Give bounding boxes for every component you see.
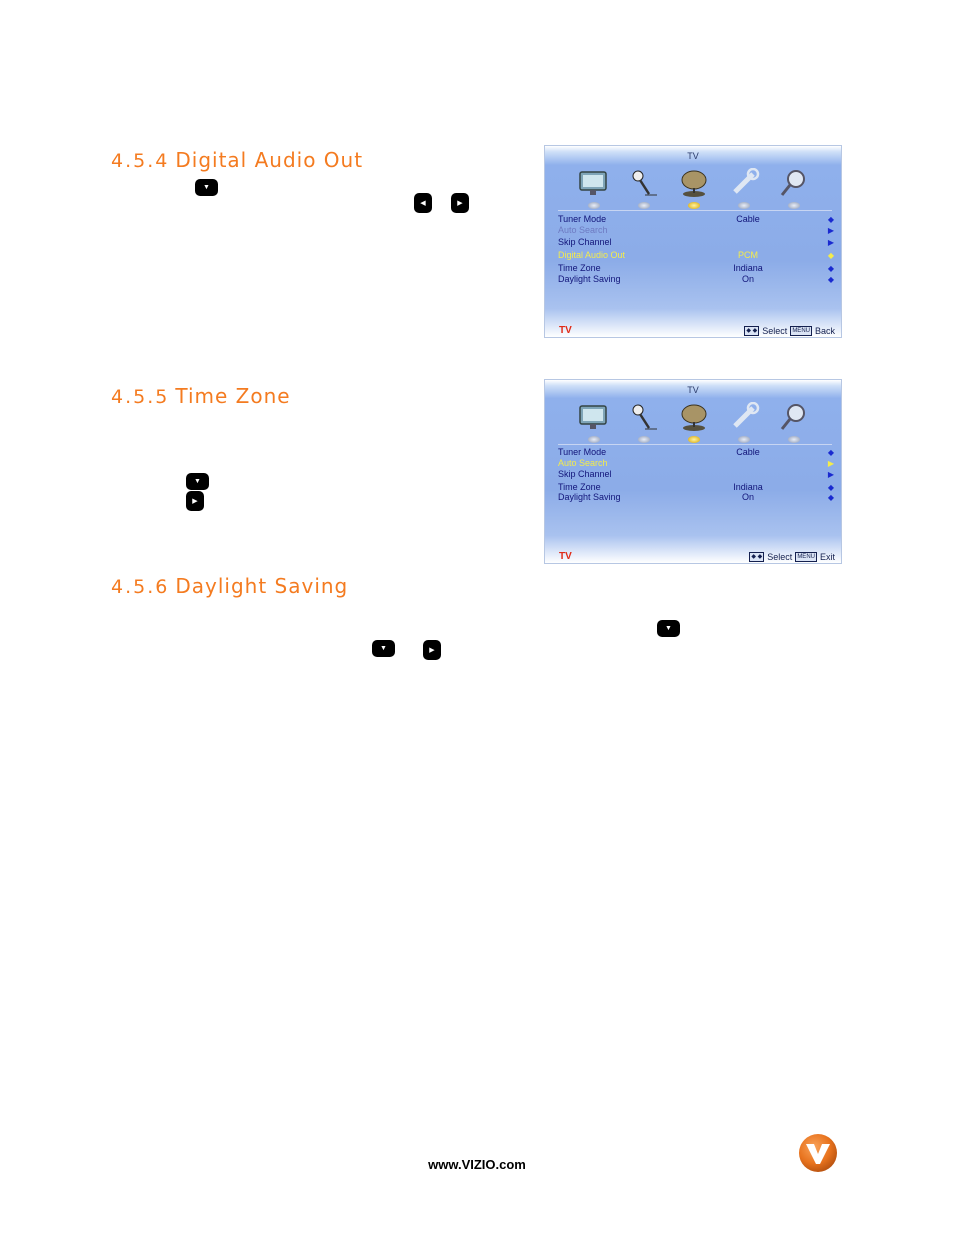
down-key-icon: ▼	[372, 640, 395, 657]
tv-menu-screenshot-time-zone	[544, 379, 842, 564]
tv-screen-title: TV	[687, 385, 699, 395]
tv-input-label: TV	[559, 325, 572, 336]
picture-monitor-icon	[577, 166, 611, 200]
menu-row-auto-search[interactable]: Auto Search ▶	[558, 458, 834, 468]
tv-help-bar: ◆ ◆ Select MENU Back	[746, 326, 835, 336]
wrench-setup-icon	[727, 400, 761, 434]
microphone-audio-icon	[627, 166, 661, 200]
menu-row-digital-audio-out[interactable]: Digital Audio Out PCM ◆	[558, 250, 834, 260]
section-title: Time Zone	[175, 384, 291, 408]
section-number: 4.5.6	[111, 576, 170, 598]
help-magnifier-icon	[777, 166, 811, 200]
menu-row-daylight-saving[interactable]: Daylight Saving On ◆	[558, 274, 834, 284]
tv-help-bar: ◆ ◆ Select MENU Exit	[751, 552, 835, 562]
down-key-icon: ▼	[195, 179, 218, 196]
menu-indicator-dot	[788, 202, 800, 209]
menu-indicator-dot	[788, 436, 800, 443]
vizio-logo-icon	[797, 1133, 839, 1173]
section-title: Digital Audio Out	[175, 148, 364, 172]
menu-indicator-dot	[588, 202, 600, 209]
picture-monitor-icon	[577, 400, 611, 434]
wrench-setup-icon	[727, 166, 761, 200]
footer-website-link[interactable]: www.VIZIO.com	[428, 1157, 526, 1172]
right-key-icon: ▶	[423, 640, 441, 660]
menu-row-tuner-mode[interactable]: Tuner Mode Cable ◆	[558, 214, 834, 224]
section-title: Daylight Saving	[175, 574, 349, 598]
menu-key-icon: MENU	[797, 554, 815, 560]
menu-icon-bar	[575, 164, 815, 210]
menu-indicator-dot	[588, 436, 600, 443]
satellite-tv-icon	[677, 166, 711, 200]
section-heading-4-5-4	[111, 148, 363, 172]
down-key-icon: ▼	[657, 620, 680, 637]
menu-indicator-dot-active	[688, 202, 700, 209]
menu-row-tuner-mode[interactable]: Tuner Mode Cable ◆	[558, 447, 834, 457]
select-keys-icon: ◆ ◆	[746, 328, 758, 334]
menu-icon-bar	[575, 398, 815, 444]
menu-row-auto-search[interactable]: Auto Search ▶	[558, 225, 834, 235]
tv-screen-title: TV	[687, 151, 699, 161]
menu-indicator-dot	[738, 436, 750, 443]
section-number: 4.5.4	[111, 150, 170, 172]
satellite-tv-icon	[677, 400, 711, 434]
tv-input-label: TV	[559, 551, 572, 562]
menu-indicator-dot	[638, 436, 650, 443]
left-key-icon: ◀	[414, 193, 432, 213]
menu-indicator-dot-active	[688, 436, 700, 443]
help-magnifier-icon	[777, 400, 811, 434]
select-keys-icon: ◆ ◆	[751, 554, 763, 560]
menu-indicator-dot	[738, 202, 750, 209]
microphone-audio-icon	[627, 400, 661, 434]
menu-row-time-zone[interactable]: Time Zone Indiana ◆	[558, 263, 834, 273]
menu-row-skip-channel[interactable]: Skip Channel ▶	[558, 469, 834, 479]
down-key-icon: ▼	[186, 473, 209, 490]
menu-row-skip-channel[interactable]: Skip Channel ▶	[558, 237, 834, 247]
tv-menu-screenshot-digital-audio-out	[544, 145, 842, 338]
menu-divider	[558, 444, 832, 445]
menu-row-daylight-saving[interactable]: Daylight Saving On ◆	[558, 492, 834, 502]
menu-row-time-zone[interactable]: Time Zone Indiana ◆	[558, 482, 834, 492]
section-heading-4-5-5	[111, 384, 291, 408]
section-number: 4.5.5	[111, 386, 170, 408]
section-heading-4-5-6	[111, 574, 348, 598]
menu-key-icon: MENU	[792, 328, 810, 334]
menu-divider	[558, 210, 832, 211]
menu-indicator-dot	[638, 202, 650, 209]
right-key-icon: ▶	[186, 491, 204, 511]
right-key-icon: ▶	[451, 193, 469, 213]
